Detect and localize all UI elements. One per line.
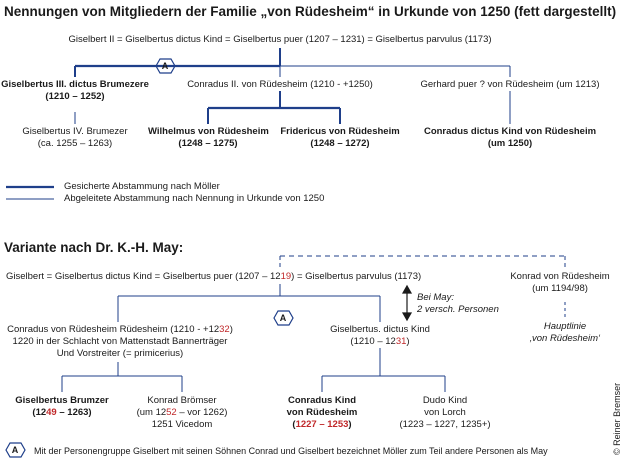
- legend-thin-label: Abgeleitete Abstammung nach Nennung in Urkunde von 1250: [64, 193, 325, 204]
- t1-gerhard: Gerhard puer ? von Rüdesheim (um 1213): [420, 79, 600, 90]
- variant-title: Variante nach Dr. K.-H. May:: [4, 240, 184, 255]
- t1-fridericus: Fridericus von Rüdesheim (1248 – 1272): [280, 126, 400, 149]
- copyright: © Reiner Bremser: [612, 382, 622, 455]
- t2-giselbertus-kind: Giselbertus. dictus Kind (1210 – 1231): [330, 324, 430, 347]
- t1-marker-label: A: [161, 61, 169, 71]
- footnote-text: Mit der Personengruppe Giselbert mit seinen Söhnen Conrad und Giselbert bezeichnet Möller zum Teil andere Personen als May: [34, 446, 548, 456]
- t2-dudo-kind: Dudo Kind von Lorch (1223 – 1227, 1235+): [399, 395, 491, 430]
- t2-conradus-kind: Conradus Kind von Rüdesheim (1227 – 1253): [286, 395, 358, 430]
- may-arrow-up: [403, 286, 411, 293]
- t2-root-text: Giselbert = Giselbertus dictus Kind = Giselbertus puer (1207 – 1219) = Giselbertus parvulus (1173): [6, 271, 422, 282]
- t1-conradus-kind: Conradus dictus Kind von Rüdesheim (um 1250): [423, 126, 597, 149]
- t2-hauptlinie: Hauptlinie ‚von Rüdesheim‘: [529, 321, 601, 344]
- t2-marker-label: A: [279, 313, 287, 323]
- page-title: Nennungen von Mitgliedern der Familie „von Rüdesheim“ in Urkunde von 1250 (fett dargestellt): [4, 4, 617, 19]
- t1-wilhelmus: Wilhelmus von Rüdesheim (1248 – 1275): [148, 126, 269, 149]
- t1-root-text: Giselbert II = Giselbertus dictus Kind = Giselbertus puer (1207 – 1231) = Giselbertus parvulus (1173): [68, 34, 492, 45]
- t2-conradus: Conradus von Rüdesheim Rüdesheim (1210 - +1232) 1220 in der Schlacht von Mattenstadt Bannerträger Und Vorstreiter (= primicerius): [7, 324, 233, 359]
- t2-konrad-broemser: Konrad Brömser (um 1252 – vor 1262) 1251 Vicedom: [136, 395, 228, 430]
- t2-may-note: Bei May: 2 versch. Personen: [417, 292, 499, 315]
- t2-konrad: Konrad von Rüdesheim (um 1194/98): [510, 271, 610, 294]
- t1-conradus-ii: Conradus II. von Rüdesheim (1210 - +1250): [187, 79, 373, 90]
- t2-giselbertus-brumzer: Giselbertus Brumzer (1249 – 1263): [15, 395, 109, 418]
- legend-thick-label: Gesicherte Abstammung nach Möller: [64, 181, 220, 192]
- t1-giselbertus-iii: Giselbertus III. dictus Brumezere (1210 – 1252): [1, 79, 149, 102]
- t1-giselbertus-iv: Giselbertus IV. Brumezer (ca. 1255 – 1263): [22, 126, 128, 149]
- may-arrow-down: [403, 313, 411, 320]
- footnote-marker-label: A: [11, 445, 19, 455]
